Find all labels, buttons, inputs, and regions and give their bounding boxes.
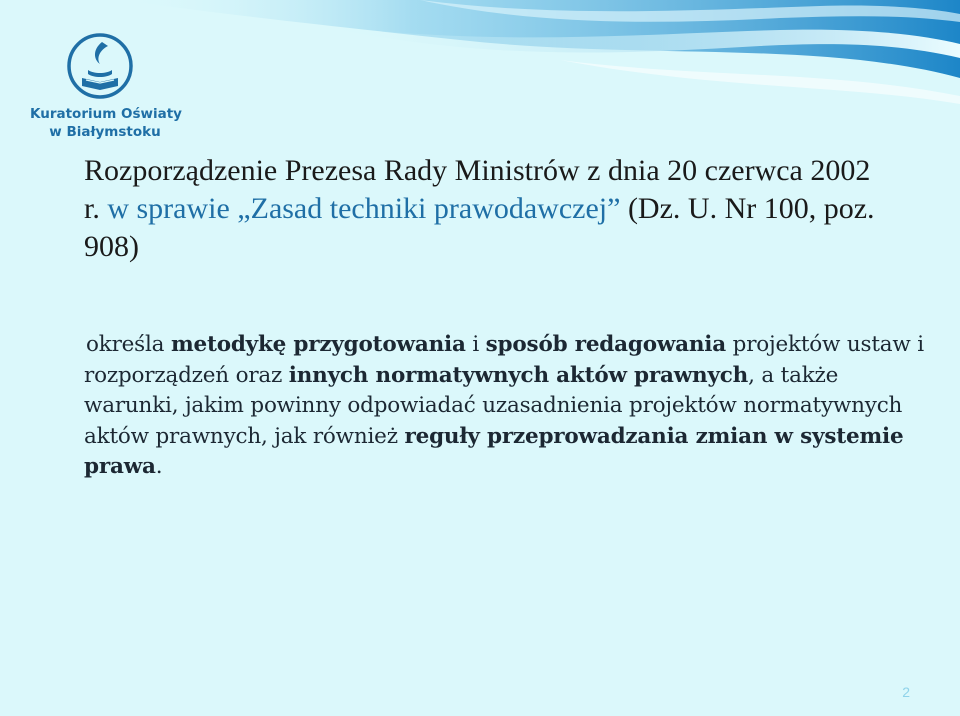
body-segment: . [155, 454, 163, 479]
logo-emblem-icon [30, 30, 180, 105]
body-segment: i [465, 332, 486, 357]
title-subject: w sprawie „Zasad techniki prawodawczej” [107, 192, 621, 225]
title-citation: (Dz. U. Nr 100, poz. 908) [84, 192, 875, 263]
title-regulation-name: Rozporządzenie Prezesa Rady Ministrów z dnia 20 czerwca 2002 r. [84, 154, 871, 225]
slide-body-text [84, 330, 924, 483]
body-emphasis-editing: sposób redagowania [485, 332, 727, 357]
logo-name: Kuratorium Oświaty [30, 106, 182, 122]
body-emphasis-methodology: metodykę przygotowania [170, 332, 466, 357]
body-emphasis-legal-acts: innych normatywnych aktów prawnych [288, 362, 749, 388]
page-number: 2 [902, 684, 910, 700]
logo [30, 30, 180, 145]
body-segment: projektów ustaw i rozporządzeń oraz [84, 332, 924, 388]
slide-title [84, 152, 884, 266]
logo-city: w Białymstoku [49, 124, 161, 140]
body-segment: , a także warunki, jakim powinny odpowiadać uzasadnienia projektów normatywnych aktów prawnych, jak również [84, 362, 903, 449]
body-segment: określa [86, 332, 171, 357]
body-emphasis-rules: reguły przeprowadzania zmian w systemie prawa [84, 423, 904, 479]
